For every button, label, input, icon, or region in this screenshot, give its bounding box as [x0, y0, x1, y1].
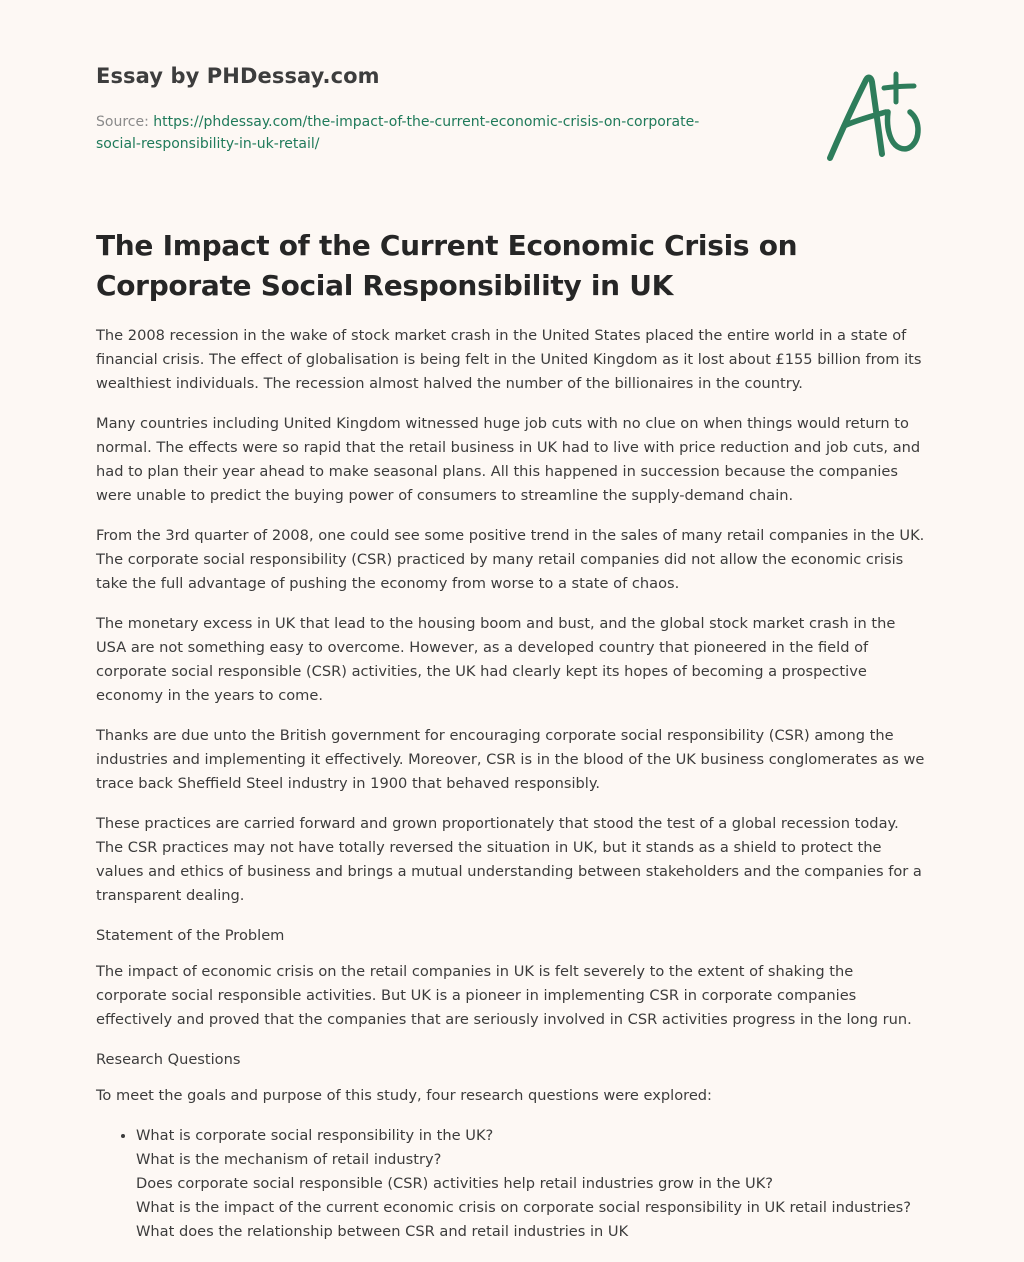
paragraph: These practices are carried forward and grown proportionately that stood the test of a global recession today. The CSR practices may not have totally reversed the situation in UK, but it stands as a shield to protect the values and ethics of business and brings a mutual understanding between stakeholders and the companies for a transparent dealing. — [96, 815, 922, 904]
source-link-line2: social-responsibility-in-uk-retail/ — [96, 136, 320, 152]
site-title: Essay by PHDessay.com — [96, 64, 380, 88]
source-label: Source: — [96, 114, 154, 130]
paragraph: The monetary excess in UK that lead to the housing boom and bust, and the global stock market crash in the USA are not something easy to overcome. However, as a developed country that pioneered in the field of corporate social responsible (CSR) activities, the UK had clearly kept its hopes of becoming a prospective economy in the years to come. — [96, 615, 896, 704]
paragraph: Thanks are due unto the British government for encouraging corporate social responsibility (CSR) among the industries and implementing it effectively. Moreover, CSR is in the blood of the UK business conglomerates as we trace back Sheffield Steel industry in 1900 that behaved responsibly. — [96, 727, 925, 792]
essay-body — [96, 324, 928, 1244]
list-item — [136, 1124, 928, 1244]
questions-list — [96, 1124, 928, 1244]
question-text: What is the mechanism of retail industry? — [136, 1151, 442, 1168]
source-link[interactable] — [96, 114, 699, 152]
question-text: Does corporate social responsible (CSR) activities help retail industries grow in the UK? — [136, 1175, 774, 1192]
source-line — [96, 111, 776, 155]
paragraph: The 2008 recession in the wake of stock market crash in the United States placed the entire world in a state of financial crisis. The effect of globalisation is being felt in the United Kingdom as it lost about £155 billion from its wealthiest individuals. The recession almost halved the number of the billionaires in the country. — [96, 327, 922, 392]
paragraph: From the 3rd quarter of 2008, one could see some positive trend in the sales of many retail companies in the UK. The corporate social responsibility (CSR) practiced by many retail companies did not allow the economic crisis take the full advantage of pushing the economy from worse to a state of chaos. — [96, 527, 925, 592]
problem-paragraph: The impact of economic crisis on the retail companies in UK is felt severely to the extent of shaking the corporate social responsible activities. But UK is a pioneer in implementing CSR in corporate companies effectively and proved that the companies that are seriously involved in CSR activities progress in the long run. — [96, 963, 912, 1028]
a-plus-grade-icon — [822, 68, 932, 166]
questions-intro: To meet the goals and purpose of this study, four research questions were explored: — [96, 1087, 712, 1104]
question-text: • What is corporate social responsibility in the UK? — [136, 1127, 494, 1144]
question-text: What is the impact of the current economic crisis on corporate social responsibility in UK retail industries? — [136, 1199, 912, 1216]
problem-heading: Statement of the Problem — [96, 927, 285, 944]
source-link-line1: https://phdessay.com/the-impact-of-the-current-economic-crisis-on-corporate- — [153, 114, 700, 130]
questions-heading: Research Questions — [96, 1051, 241, 1068]
paragraph: Many countries including United Kingdom witnessed huge job cuts with no clue on when things would return to normal. The effects were so rapid that the retail business in UK had to live with price reduction and job cuts, and had to plan their year ahead to make seasonal plans. All this happened in succession because the companies were unable to predict the buying power of consumers to streamline the supply-demand chain. — [96, 415, 921, 504]
question-text: What does the relationship between CSR and retail industries in UK — [136, 1223, 629, 1240]
essay-title: The Impact of the Current Economic Crisis on Corporate Social Responsibility in UK — [96, 229, 798, 302]
